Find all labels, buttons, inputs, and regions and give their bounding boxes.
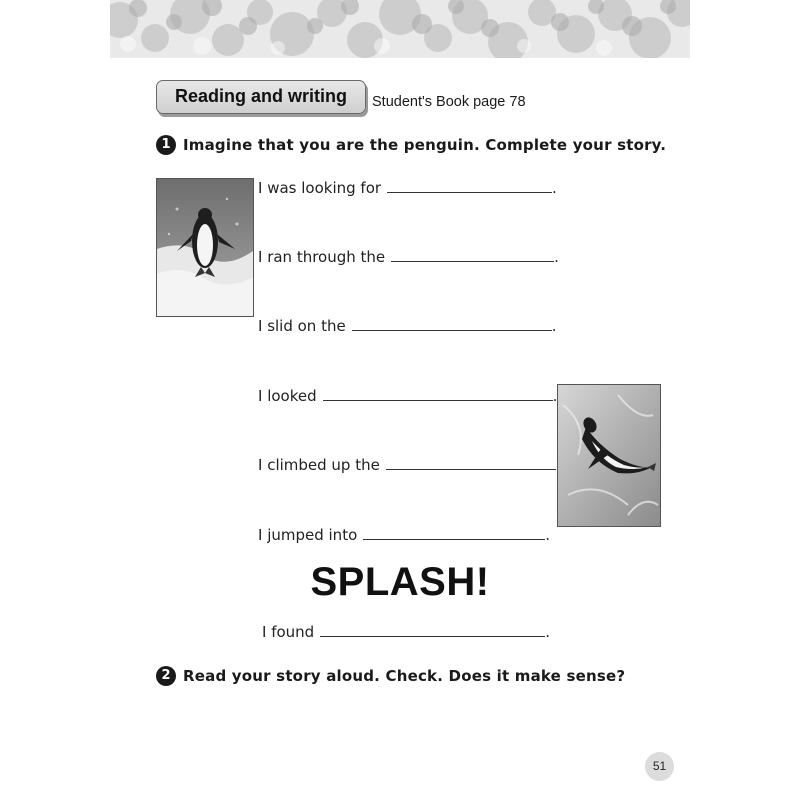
answer-blank[interactable] <box>391 247 554 262</box>
story-prompt: I climbed up the <box>258 456 380 474</box>
header-bubble-banner <box>110 0 690 58</box>
story-prompt: I slid on the <box>258 317 346 335</box>
page-number: 51 <box>645 752 674 781</box>
section-heading-tab: Reading and writing <box>156 80 366 114</box>
answer-blank[interactable] <box>320 622 545 637</box>
story-line-2 <box>258 247 559 266</box>
answer-blank[interactable] <box>323 386 553 401</box>
task-2-instruction <box>156 666 625 686</box>
line-end: . <box>552 179 557 197</box>
line-end: . <box>551 317 557 335</box>
bubble-pattern <box>110 0 690 58</box>
story-line-4 <box>258 386 557 405</box>
splash-exclamation: SPLASH! <box>310 560 490 604</box>
task-number-badge: 1 <box>156 135 176 155</box>
story-line-6 <box>258 525 550 544</box>
line-end: . <box>552 387 558 405</box>
penguin-standing-illustration <box>157 179 253 316</box>
answer-blank[interactable] <box>387 178 552 193</box>
story-line-final <box>262 622 550 641</box>
answer-blank[interactable] <box>363 525 545 540</box>
story-prompt: I jumped into <box>258 526 358 544</box>
book-page-reference: Student's Book page 78 <box>372 94 526 110</box>
task-instruction-text: Imagine that you are the penguin. Complete your story. <box>183 136 667 154</box>
penguin-diving-illustration <box>558 385 660 526</box>
story-prompt: I found <box>262 623 315 641</box>
line-end: . <box>554 248 559 266</box>
story-line-3 <box>258 316 556 335</box>
penguin-diving-photo <box>557 384 661 527</box>
story-prompt: I was looking for <box>258 179 382 197</box>
story-prompt: I ran through the <box>258 248 386 266</box>
answer-blank[interactable] <box>352 316 552 331</box>
task-1-instruction <box>156 135 666 155</box>
story-line-5 <box>258 455 561 474</box>
answer-blank[interactable] <box>386 455 556 470</box>
line-end: . <box>545 623 550 641</box>
story-line-1 <box>258 178 557 197</box>
line-end: . <box>545 526 551 544</box>
story-prompt: I looked <box>258 387 317 405</box>
penguin-standing-photo <box>156 178 254 317</box>
task-number-badge: 2 <box>156 666 176 686</box>
task-instruction-text: Read your story aloud. Check. Does it make sense? <box>183 667 626 685</box>
